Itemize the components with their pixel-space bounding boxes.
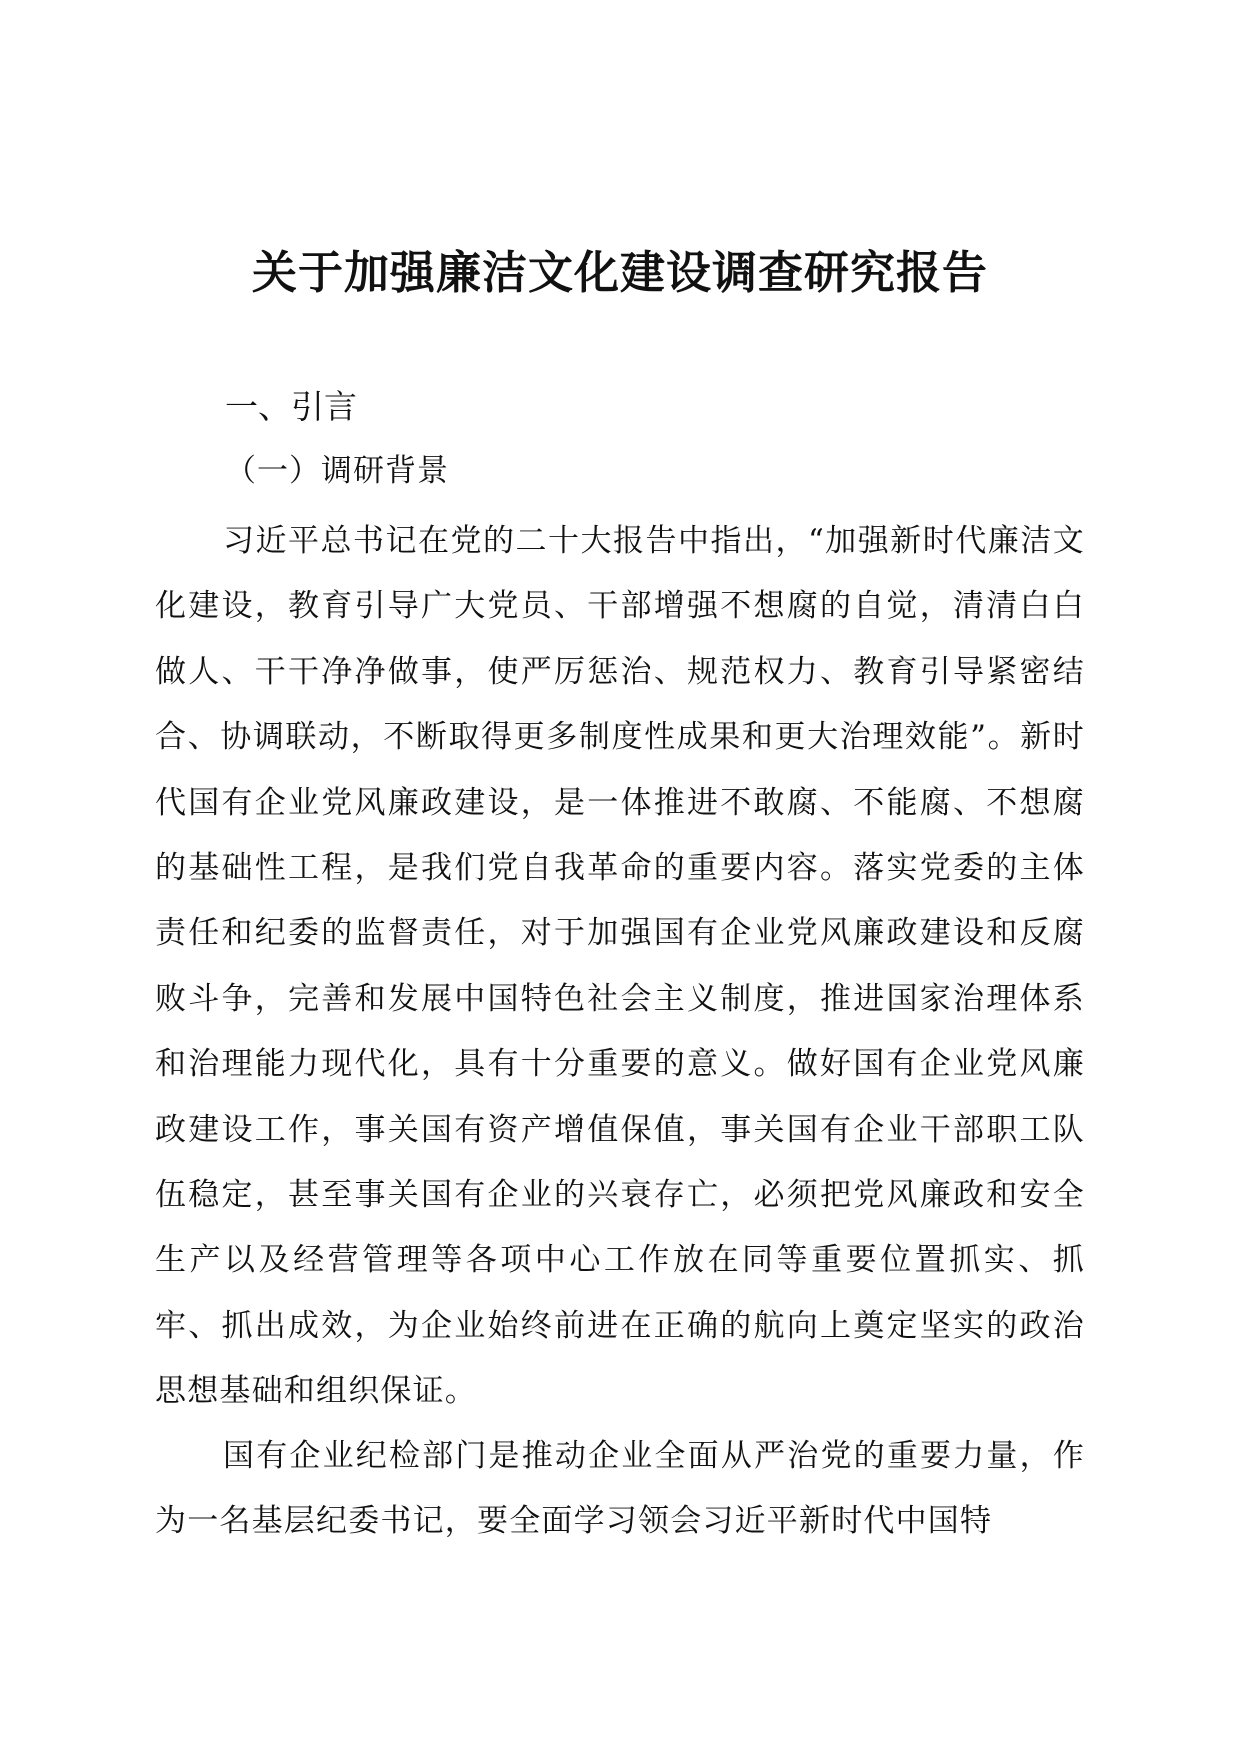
- body-paragraph: 习近平总书记在党的二十大报告中指出，“加强新时代廉洁文化建设，教育引导广大党员、干部增强不想腐的自觉，清清白白做人、干干净净做事，使严厉惩治、规范权力、教育引导紧密结合、协调联动，不断取得更多制度性成果和更大治理效能”。新时代国有企业党风廉政建设，是一体推进不敢腐、不能腐、不想腐的基础性工程，是我们党自我革命的重要内容。落实党委的主体责任和纪委的监督责任，对于加强国有企业党风廉政建设和反腐败斗争，完善和发展中国特色社会主义制度，推进国家治理体系和治理能力现代化，具有十分重要的意义。做好国有企业党风廉政建设工作，事关国有资产增值保值，事关国有企业干部职工队伍稳定，甚至事关国有企业的兴衰存亡，必须把党风廉政和安全生产以及经营管理等各项中心工作放在同等重要位置抓实、抓牢、抓出成效，为企业始终前进在正确的航向上奠定坚实的政治思想基础和组织保证。: [155, 523, 1085, 1410]
- subsection-heading: （一）调研背景: [225, 453, 449, 489]
- section-heading: 一、引言: [225, 387, 357, 426]
- document-title: 关于加强廉洁文化建设调查研究报告: [251, 246, 988, 299]
- body-paragraph: 国有企业纪检部门是推动企业全面从严治党的重要力量，作为一名基层纪委书记，要全面学习领会习近平新时代中国特: [155, 1438, 1085, 1540]
